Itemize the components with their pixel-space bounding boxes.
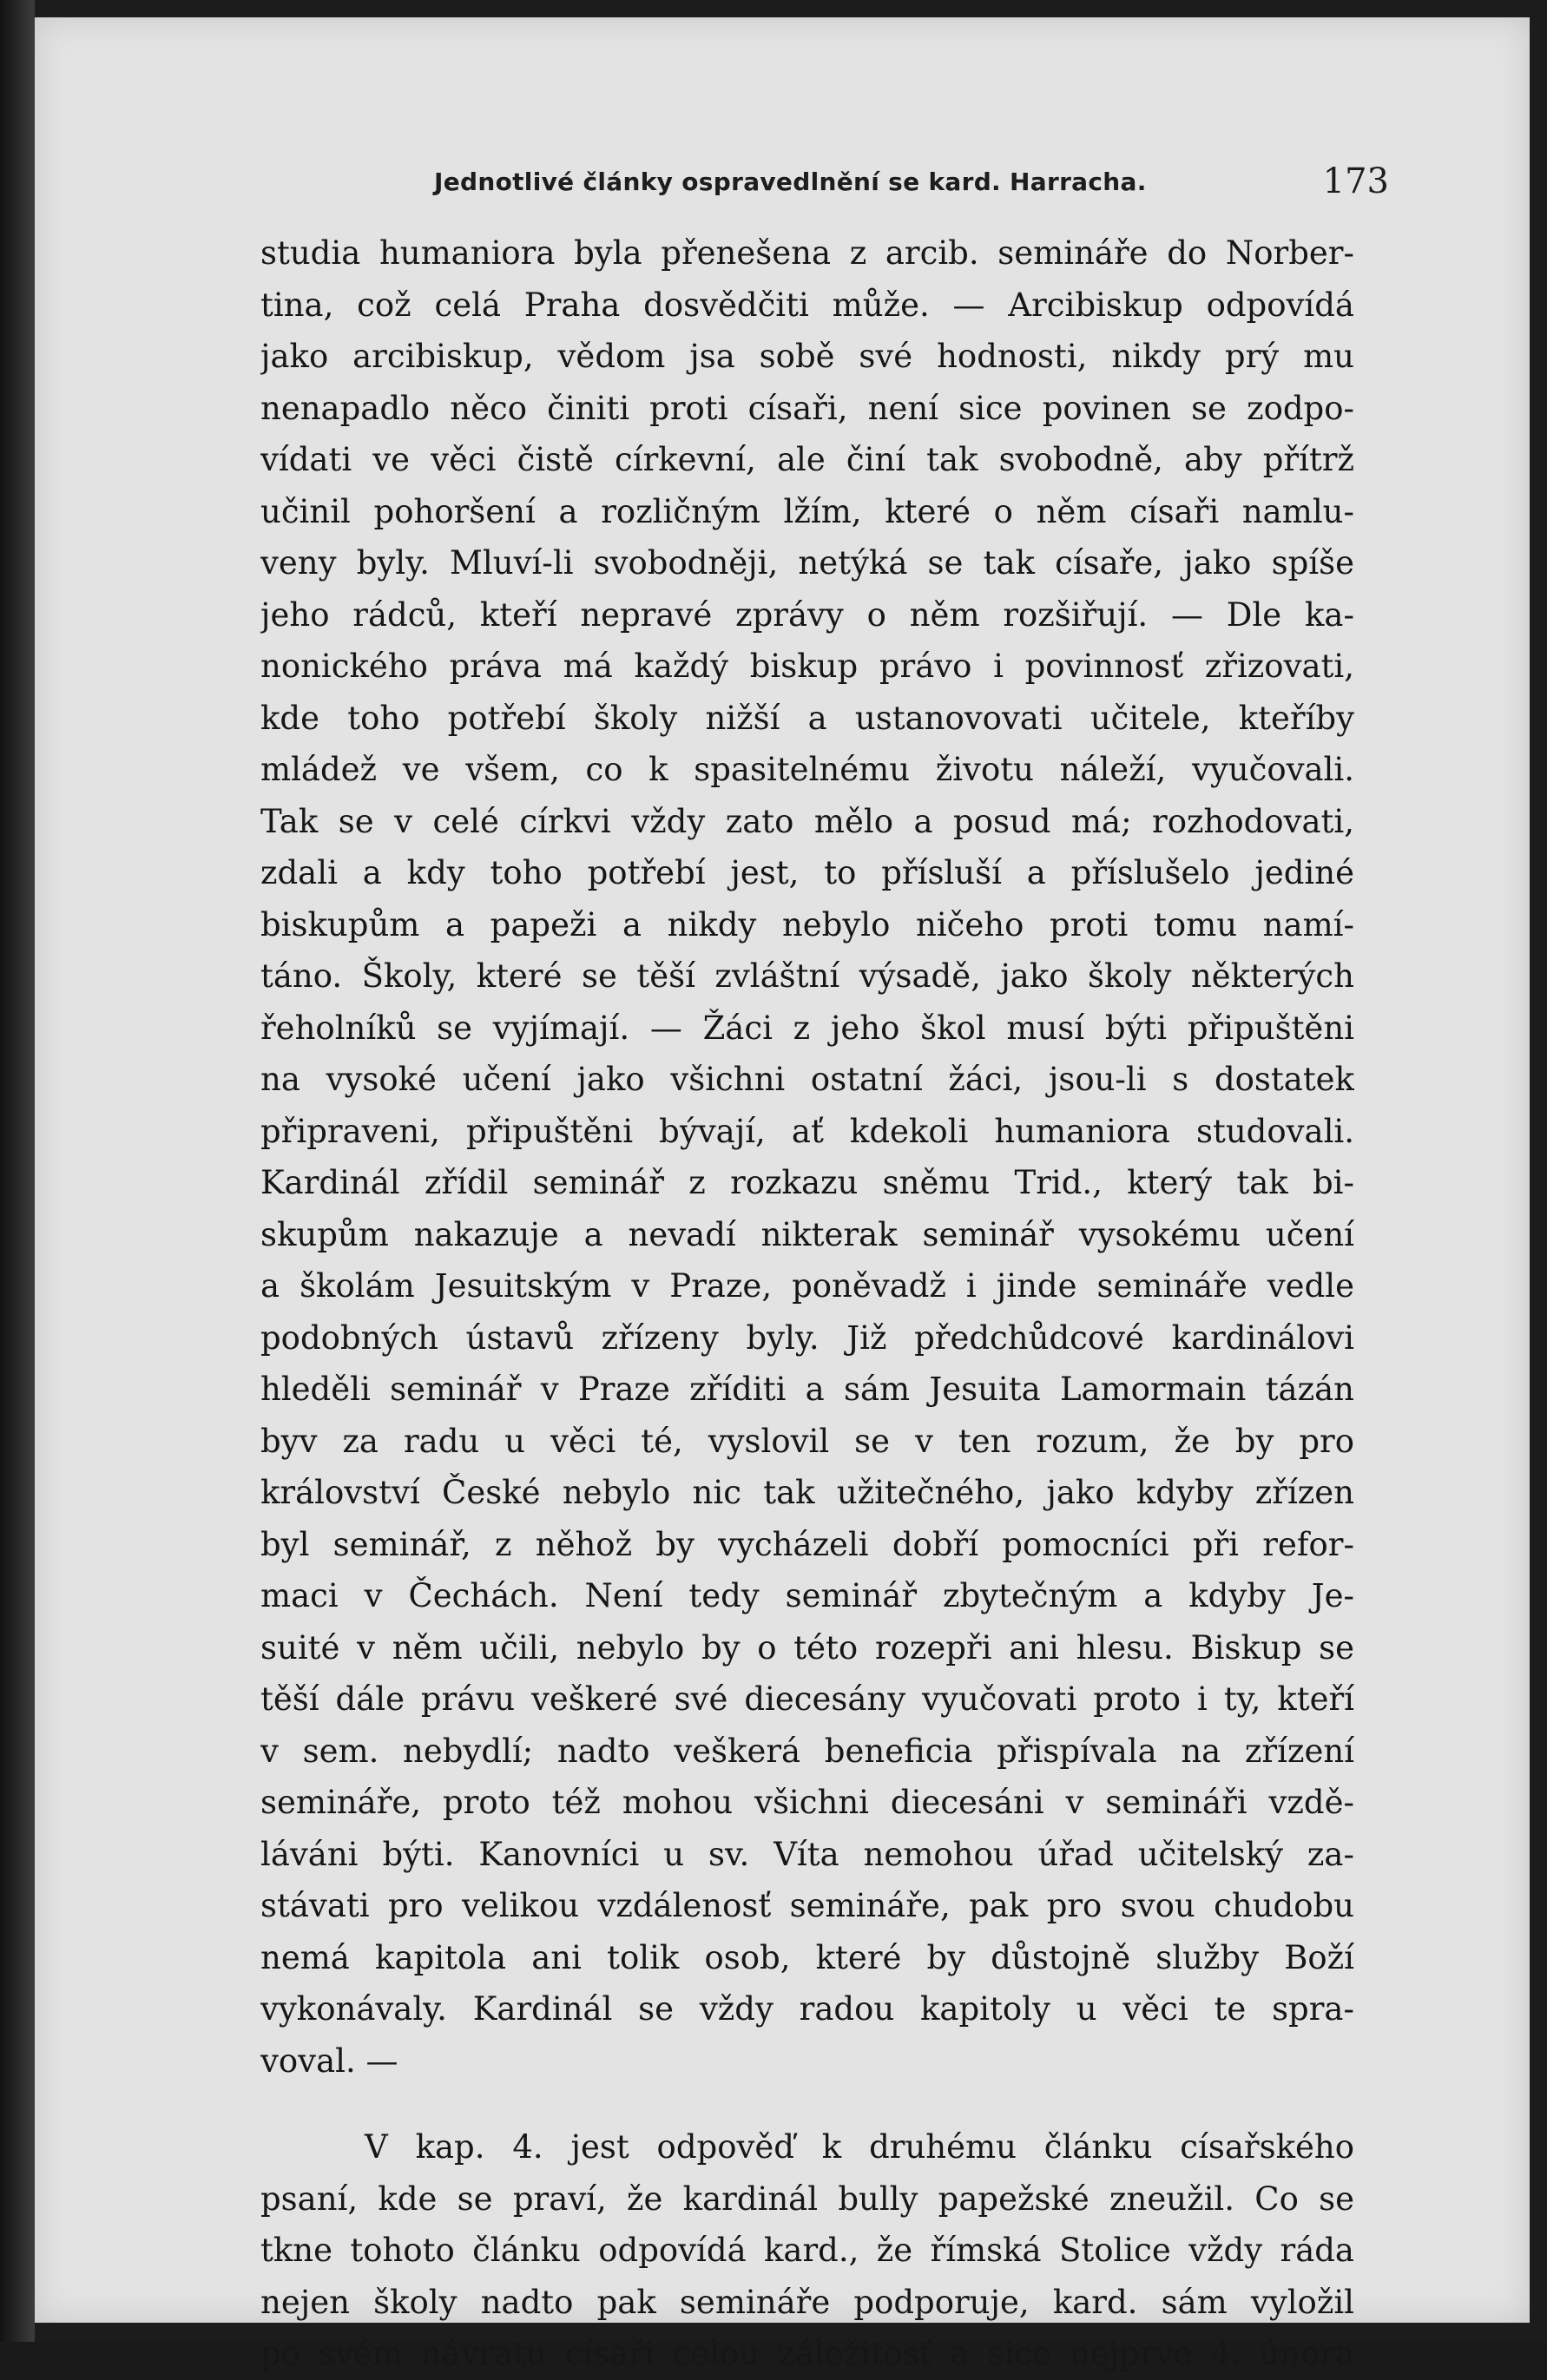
text-line: vídati ve věci čistě církevní, ale činí tak svobodně, aby přítrž (260, 441, 1354, 478)
text-line: biskupům a papeži a nikdy nebylo ničeho proti tomu namí- (260, 905, 1354, 943)
text-line: Kardinál zřídil seminář z rozkazu sněmu Trid., který tak bi- (260, 1164, 1354, 1201)
text-line: nejen školy nadto pak semináře podporuje, kard. sám vyložil (260, 2283, 1354, 2321)
text-line: veny byly. Mluví-li svobodněji, netýká se tak císaře, jako spíše (260, 544, 1354, 582)
text-line: byv za radu u věci té, vyslovil se v ten rozum, že by pro (260, 1422, 1354, 1460)
text-line: připraveni, připuštěni bývají, ať kdekoli humaniora studovali. (260, 1112, 1354, 1150)
text-line: po svém návratu císaři celou záležitosť a sice nejprve 4. února (260, 2335, 1354, 2372)
text-line: V kap. 4. jest odpověď k druhému článku císařského (365, 2128, 1354, 2166)
text-line: řeholníků se vyjímají. — Žáci z jeho škol musí býti připuštěni (260, 1009, 1354, 1047)
text-line: voval. — (260, 2041, 398, 2080)
text-line: království České nebylo nic tak užitečného, jako kdyby zřízen (260, 1474, 1354, 1511)
text-line: jeho rádců, kteří nepravé zprávy o něm rozšiřují. — Dle ka- (260, 595, 1354, 634)
text-line: podobných ústavů zřízeny byly. Již předchůdcové kardinálovi (260, 1318, 1354, 1357)
text-line: nenapadlo něco činiti proti císaři, není sice povinen se zodpo- (260, 389, 1354, 427)
text-line: nemá kapitola ani tolik osob, které by důstojně služby Boží (260, 1938, 1354, 1976)
text-line: stávati pro velikou vzdálenosť semináře, pak pro svou chudobu (260, 1887, 1354, 1924)
text-line: kde toho potřebí školy nižší a ustanovovati učitele, kteříby (260, 699, 1354, 737)
text-line: zdali a kdy toho potřebí jest, to přísluší a příslušelo jediné (260, 854, 1354, 891)
text-line: táno. Školy, které se těší zvláštní výsadě, jako školy některých (260, 957, 1354, 995)
text-line: nonického práva má každý biskup právo i povinnosť zřizovati, (260, 648, 1354, 685)
text-line: psaní, kde se praví, že kardinál bully papežské zneužil. Co se (260, 2179, 1354, 2218)
text-line: v sem. nebydlí; nadto veškerá beneficia přispívala na zřízení (260, 1732, 1354, 1770)
text-line: Tak se v celé církvi vždy zato mělo a posud má; rozhodovati, (260, 802, 1354, 840)
paragraph-2 (260, 2121, 1354, 2380)
text-line: vykonávaly. Kardinál se vždy radou kapitoly u věci te spra- (260, 1990, 1354, 2028)
paragraph-1 (260, 227, 1354, 2087)
text-line: tkne tohoto článku odpovídá kard., že římská Stolice vždy ráda (260, 2232, 1354, 2269)
text-line: mládež ve všem, co k spasitelnému životu náleží, vyučovali. (260, 751, 1354, 788)
text-line: hleděli seminář v Praze zříditi a sám Jesuita Lamormain tázán (260, 1371, 1354, 1408)
text-line: studia humaniora byla přenešena z arcib. semináře do Norber- (260, 234, 1354, 272)
body-text (260, 227, 1354, 2380)
text-line: skupům nakazuje a nevadí nikterak seminář vysokému učení (260, 1215, 1354, 1253)
text-line: a školám Jesuitským v Praze, poněvadž i jinde semináře vedle (260, 1267, 1354, 1305)
book-spine-edge (0, 0, 35, 2342)
text-line: tina, což celá Praha dosvědčiti může. — Arcibiskup odpovídá (260, 286, 1354, 324)
text-line: láváni býti. Kanovníci u sv. Víta nemohou úřad učitelský za- (260, 1835, 1354, 1873)
running-title: Jednotlivé články ospravedlnění se kard. Harracha. (434, 168, 1147, 196)
text-line: semináře, proto též mohou všichni diecesáni v semináři vzdě- (260, 1784, 1354, 1821)
text-line: byl seminář, z něhož by vycházeli dobří pomocníci při refor- (260, 1525, 1354, 1563)
text-line: maci v Čechách. Není tedy seminář zbytečným a kdyby Je- (260, 1577, 1354, 1614)
text-line: učinil pohoršení a rozličným lžím, které o něm císaři namlu- (260, 492, 1354, 530)
text-line: jako arcibiskup, vědom jsa sobě své hodnosti, nikdy prý mu (260, 338, 1354, 375)
paragraph-gap (260, 2087, 1354, 2121)
text-line: na vysoké učení jako všichni ostatní žáci, jsou-li s dostatek (260, 1061, 1354, 1098)
page-number: 173 (1322, 161, 1389, 201)
text-line: těší dále právu veškeré své diecesány vyučovati proto i ty, kteří (260, 1680, 1354, 1718)
text-line: suité v něm učili, nebylo by o této rozepři ani hlesu. Biskup se (260, 1628, 1354, 1667)
